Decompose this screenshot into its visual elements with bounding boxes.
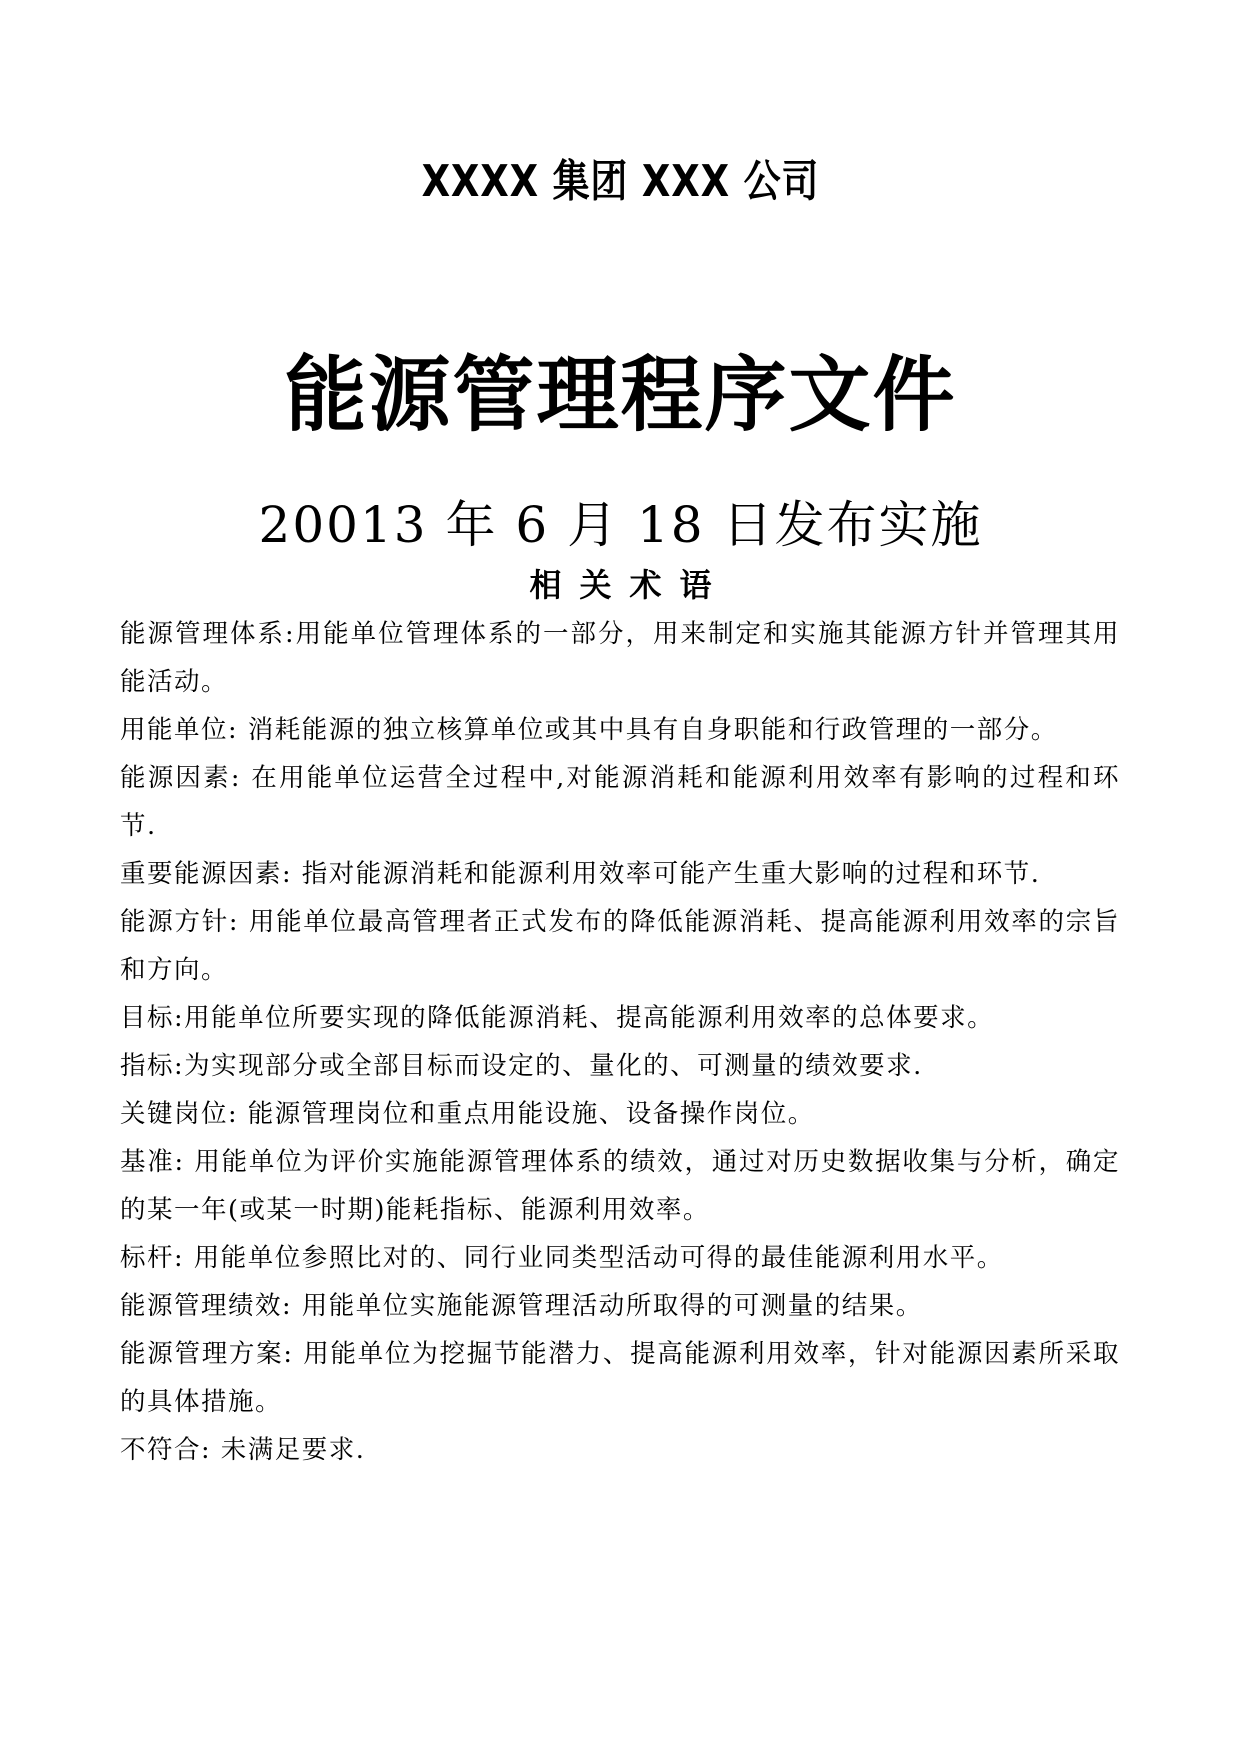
term-objective: 目标:用能单位所要实现的降低能源消耗、提高能源利用效率的总体要求。 (120, 1003, 995, 1033)
term-energy-policy: 能源方针: 用能单位最高管理者正式发布的降低能源消耗、提高能源利用效率的宗旨和方向。 (120, 907, 1120, 985)
term-target: 指标:为实现部分或全部目标而设定的、量化的、可测量的绩效要求. (120, 1051, 923, 1081)
term-key-position: 关键岗位: 能源管理岗位和重点用能设施、设备操作岗位。 (120, 1099, 815, 1129)
section-heading: 相关术语 (529, 566, 730, 604)
document-title: 能源管理程序文件 (284, 348, 957, 443)
term-significant-energy-factor: 重要能源因素: 指对能源消耗和能源利用效率可能产生重大影响的过程和环节. (120, 859, 1041, 889)
term-energy-factor: 能源因素: 在用能单位运营全过程中,对能源消耗和能源利用效率有影响的过程和环节. (120, 763, 1120, 841)
release-date: 20013 年 6 月 18 日发布实施 (258, 496, 983, 554)
term-energy-user: 用能单位: 消耗能源的独立核算单位或其中具有自身职能和行政管理的一部分。 (120, 715, 1058, 745)
term-energy-performance: 能源管理绩效: 用能单位实施能源管理活动所取得的可测量的结果。 (120, 1291, 923, 1321)
term-baseline: 基准: 用能单位为评价实施能源管理体系的绩效，通过对历史数据收集与分析，确定的某一年(或某一时期)能耗指标、能源利用效率。 (120, 1147, 1120, 1225)
terms-list (120, 610, 1120, 1474)
company-name: XXXX 集团 XXX 公司 (421, 156, 820, 207)
term-nonconformity: 不符合: 未满足要求. (120, 1435, 366, 1465)
term-energy-management-plan: 能源管理方案: 用能单位为挖掘节能潜力、提高能源利用效率，针对能源因素所采取的具体措施。 (120, 1339, 1120, 1417)
term-energy-management-system: 能源管理体系:用能单位管理体系的一部分，用来制定和实施其能源方针并管理其用能活动。 (120, 619, 1120, 697)
term-benchmark: 标杆: 用能单位参照比对的、同行业同类型活动可得的最佳能源利用水平。 (120, 1243, 1004, 1273)
